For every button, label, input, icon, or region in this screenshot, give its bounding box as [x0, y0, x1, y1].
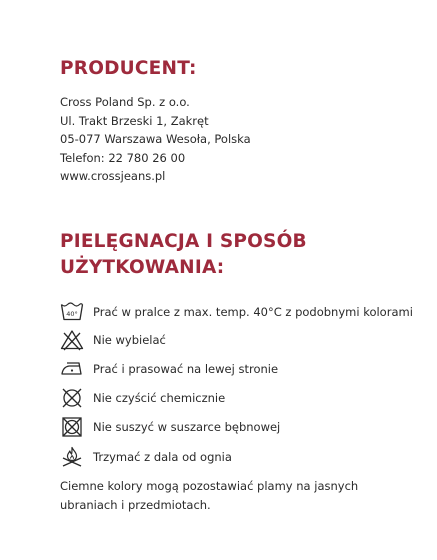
- care-item-keep-from-fire: [60, 445, 232, 469]
- no-dry-clean-icon: [60, 387, 84, 409]
- care-item-no-bleach: [60, 328, 166, 352]
- care-item-wash: [60, 300, 413, 324]
- washtub-40-icon: [60, 301, 84, 323]
- iron-icon: [60, 358, 84, 380]
- care-item-text: Prać w pralce z max. temp. 40°C z podobnymi kolorami: [93, 305, 413, 319]
- care-item-text: Nie suszyć w suszarce bębnowej: [93, 420, 281, 434]
- company-name: Cross Poland Sp. z o.o.: [60, 95, 190, 109]
- keep-away-from-fire-icon: [60, 446, 84, 468]
- website-link[interactable]: www.crossjeans.pl: [60, 169, 166, 184]
- care-item-no-tumble-dry: [60, 415, 280, 439]
- city-address: 05-077 Warszawa Wesoła, Polska: [60, 132, 251, 147]
- care-item-iron: [60, 357, 278, 381]
- phone-number: Telefon: 22 780 26 00: [60, 150, 186, 165]
- no-bleach-icon: [60, 329, 84, 351]
- care-item-no-dry-clean: [60, 386, 225, 410]
- care-item-text: Prać i prasować na lewej stronie: [93, 362, 279, 376]
- street-address: Ul. Trakt Brzeski 1, Zakręt: [60, 113, 209, 128]
- care-item-text: Nie czyścić chemicznie: [93, 391, 226, 405]
- care-heading: PIELĘGNACJA I SPOSÓB UŻYTKOWANIA:: [60, 231, 307, 278]
- care-item-text: Trzymać z dala od ognia: [93, 450, 232, 464]
- producer-heading: PRODUCENT:: [60, 58, 197, 79]
- color-bleed-note: Ciemne kolory mogą pozostawiać plamy na jasnych ubraniach i przedmiotach.: [60, 479, 359, 512]
- producer-address: [60, 93, 251, 186]
- wash-temperature-label: 40°: [66, 310, 78, 319]
- no-tumble-dry-icon: [60, 416, 84, 438]
- care-item-text: Nie wybielać: [93, 333, 166, 347]
